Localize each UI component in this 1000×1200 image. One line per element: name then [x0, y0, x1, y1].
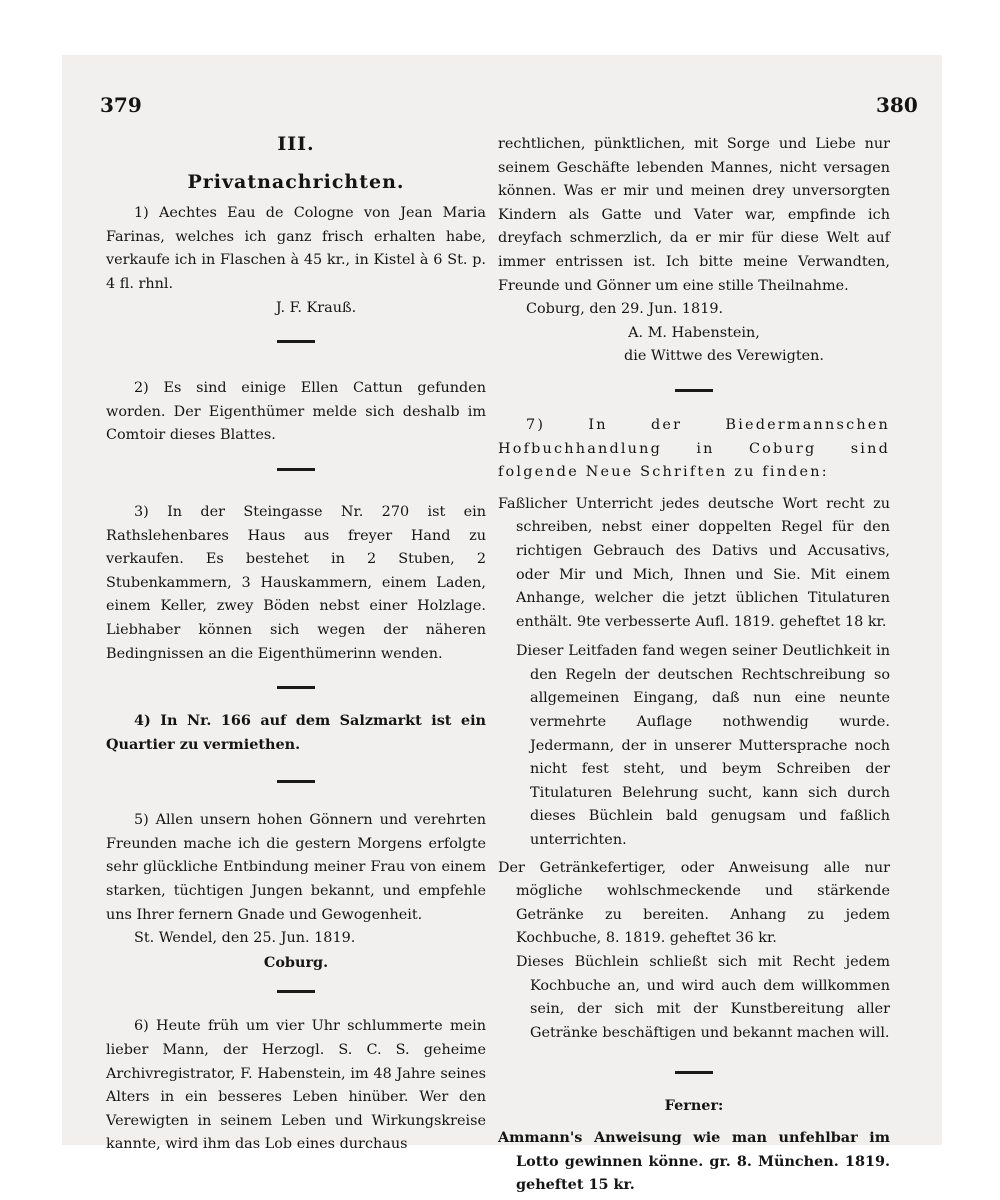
notice-6-dateline: Coburg, den 29. Jun. 1819. — [526, 301, 724, 318]
book-2-note: Dieses Büchlein schließt sich mit Recht jedem Kochbuche an, und wird auch dem willkommen sein, der sich mit der Kunstbereitung aller Getränke beschäftigen und bekannt machen will. — [516, 954, 890, 1041]
newspaper-page — [62, 55, 942, 1194]
divider-rule — [675, 389, 713, 392]
notice-1-text: 1) Aechtes Eau de Cologne von Jean Maria Farinas, welches ich ganz frisch erhalten habe, verkaufe ich in Flaschen à 45 kr., in Kistel à 6 St. p. 4 fl. rhnl. — [106, 205, 486, 292]
divider-rule — [277, 780, 315, 783]
section-title: Privatnachrichten. — [187, 170, 405, 193]
page-number-right: 380 — [876, 93, 918, 117]
left-column — [106, 133, 486, 1157]
notice-5-place: Coburg. — [263, 953, 329, 971]
book-3-entry: Ammann's Anweisung wie man unfehlbar im Lotto gewinnen könne. gr. 8. München. 1819. geheftet 15 kr. — [498, 1128, 890, 1194]
notice-2-text: 2) Es sind einige Ellen Cattun gefunden worden. Der Eigenthümer melde sich deshalb im Comtoir dieses Blattes. — [106, 380, 486, 444]
book-1-entry: Faßlicher Unterricht jedes deutsche Wort recht zu schreiben, nebst einer doppelten Regel für den richtigen Gebrauch des Dativs und Accusativs, oder Mir und Mich, Ihnen und Sie. Mit einem Anhange, welcher die jetzt üblichen Titulaturen enthält. 9te verbesserte Aufl. 1819. geheftet 18 kr. — [498, 495, 890, 630]
notice-6-signature-role: die Wittwe des Verewigten. — [624, 348, 824, 365]
notice-7-intro: 7) In der Biedermannschen Hofbuchhandlung in Coburg sind folgende Neue Schriften zu finden: — [498, 416, 890, 481]
notice-6-text: 6) Heute früh um vier Uhr schlummerte mein lieber Mann, der Herzogl. S. C. S. geheime Archivregistrator, F. Habenstein, im 48 Jahre seines Alters in ein besseres Leben hinüber. Wer den Verewigten in seinem Leben und Wirkungskreise kannte, wird ihm das Lob eines durchaus — [106, 1018, 486, 1153]
notice-6-continuation: rechtlichen, pünktlichen, mit Sorge und Liebe nur seinem Geschäfte lebenden Mannes, nicht versagen können. Was er mir und meinen drey unversorgten Kindern als Gatte und Vater war, empfinde ich dreyfach schmerzlich, da er mir für diese Welt auf immer entrissen ist. Ich bitte meine Verwandten, Freunde und Gönner um eine stille Theilnahme. — [498, 136, 890, 294]
book-1-note: Dieser Leitfaden fand wegen seiner Deutlichkeit in den Regeln der deutschen Rechtschreibung so allgemeinen Eingang, daß nun eine neunte vermehrte Auflage nothwendig wurde. Jedermann, der in unserer Muttersprache noch nicht fest steht, und beym Schreiben der Titulaturen Belehrung sucht, kann sich durch dieses Büchlein bald genugsam und faßlich unterrichten. — [516, 643, 890, 849]
notice-1-signature: J. F. Krauß. — [275, 299, 357, 316]
divider-rule — [277, 340, 315, 343]
notice-4-text: 4) In Nr. 166 auf dem Salzmarkt ist ein Quartier zu vermiethen. — [106, 712, 486, 753]
divider-rule — [277, 990, 315, 993]
section-number: III. — [277, 133, 315, 155]
right-column — [498, 133, 890, 1197]
divider-rule — [675, 1071, 713, 1074]
divider-rule — [277, 468, 315, 471]
notice-5-text: 5) Allen unsern hohen Gönnern und verehrten Freunden mache ich die gestern Morgens erfolgte sehr glückliche Entbindung meiner Frau von einem starken, tüchtigen Jungen bekannt, und empfehle uns Ihrer fernern Gnade und Gewogenheit. — [106, 812, 486, 923]
book-2-entry: Der Getränkefertiger, oder Anweisung alle nur mögliche wohlschmeckende und stärkende Getränke zu bereiten. Anhang zu jedem Kochbuche, 8. 1819. geheftet 36 kr. — [498, 859, 890, 947]
notice-6-signature: A. M. Habenstein, — [628, 324, 760, 341]
divider-rule — [277, 686, 315, 689]
page-number-left: 379 — [100, 93, 142, 117]
ferner-heading: Ferner: — [664, 1097, 724, 1115]
notice-5-dateline: St. Wendel, den 25. Jun. 1819. — [134, 930, 356, 947]
notice-3-text: 3) In der Steingasse Nr. 270 ist ein Rathslehenbares Haus aus freyer Hand zu verkaufen. Es bestehet in 2 Stuben, 2 Stubenkammern, 3 Hauskammern, einem Laden, einem Keller, zwey Böden nebst einer Holzlage. Liebhaber können sich wegen der näheren Bedingnissen an die Eigenthümerinn wenden. — [106, 503, 486, 662]
